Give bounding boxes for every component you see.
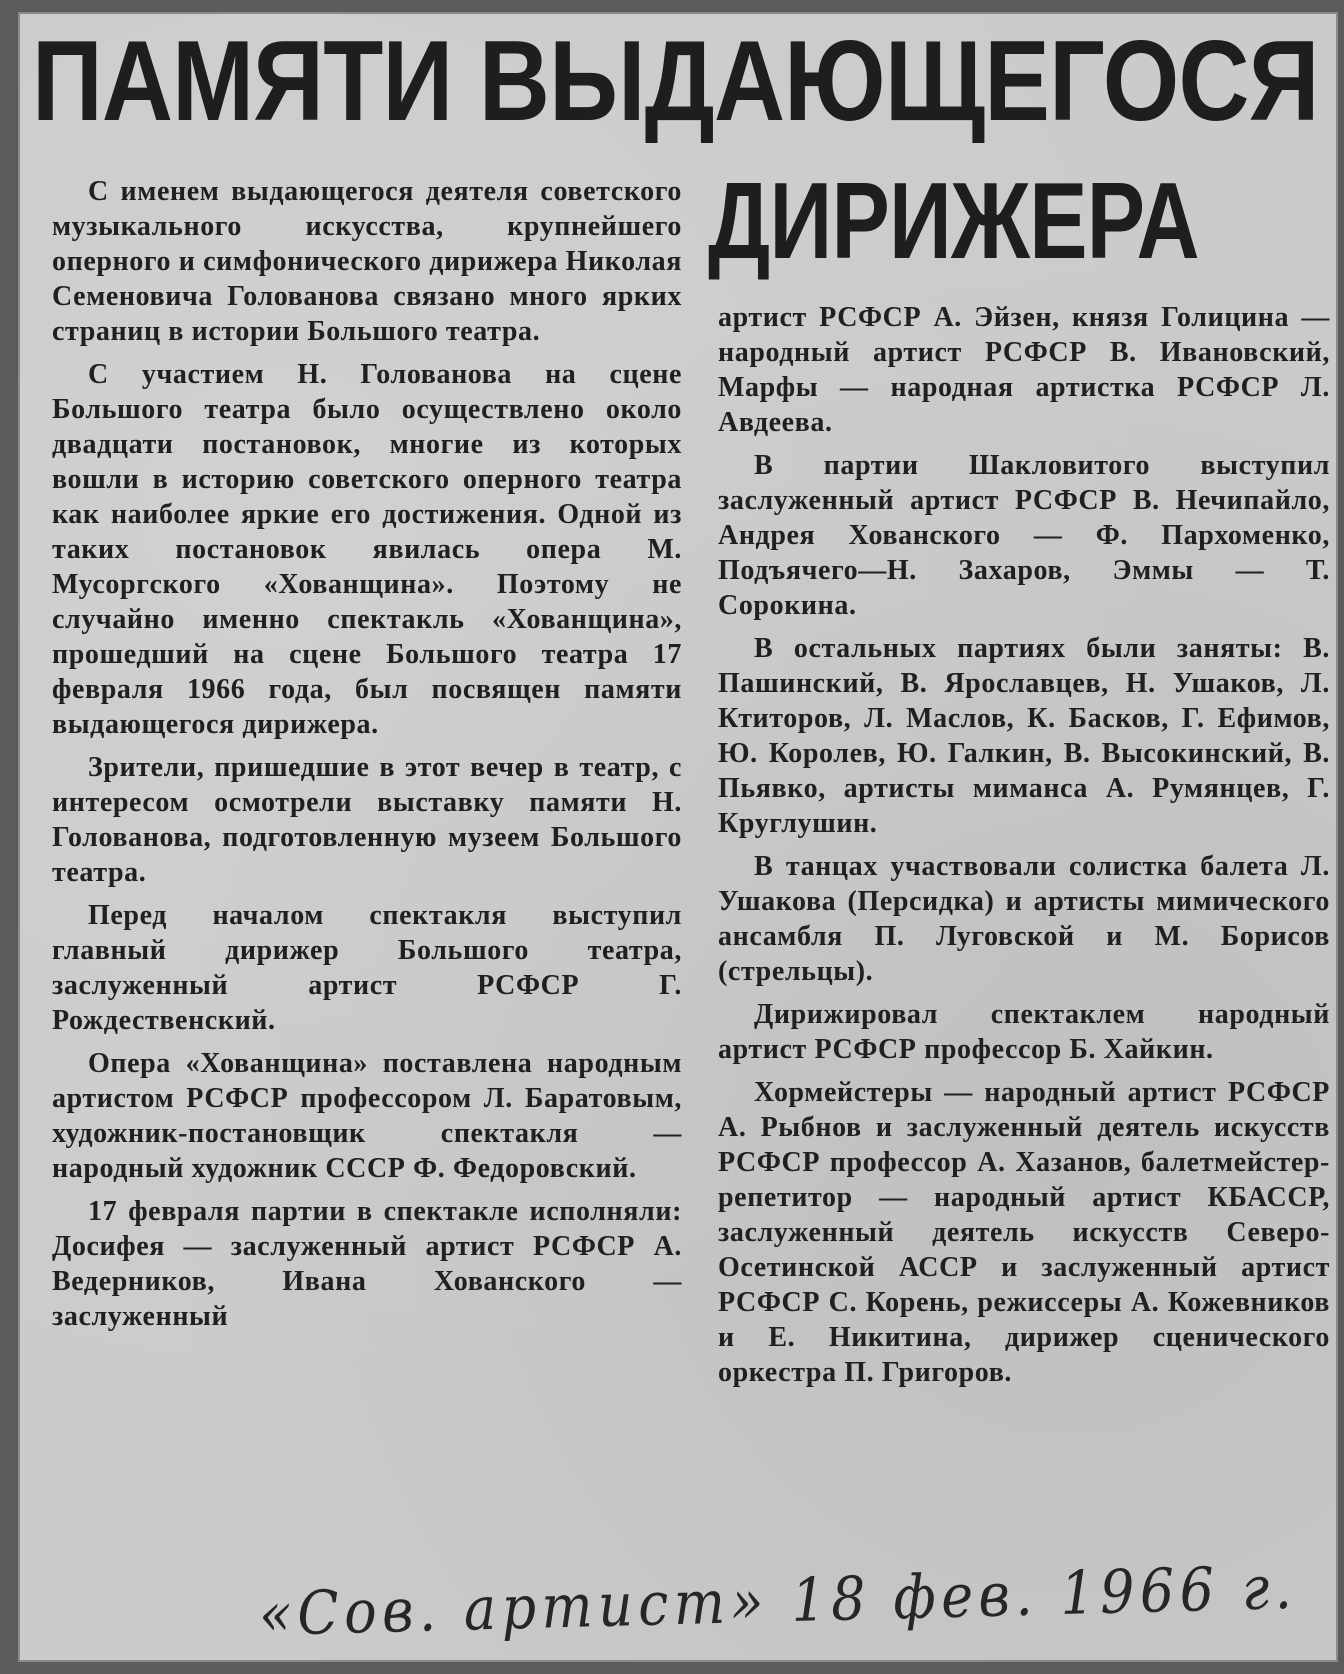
article-paragraph: Перед началом спектакля выступил главный дирижер Большого театра, заслуженный артист РСФСР Г. Рождественский.	[52, 900, 682, 1036]
handwritten-source-note: «Сов. артист» 18 фев. 1966 г.	[258, 1552, 1299, 1650]
article-paragraph: Дирижировал спектаклем народный артист РСФСР профессор Б. Хайкин.	[718, 999, 1330, 1065]
article-right-column	[718, 300, 1330, 1398]
article-left-column	[52, 174, 682, 1342]
article-paragraph: В танцах участвовали солистка балета Л. Ушакова (Персидка) и артисты мимического ансамбля П. Луговской и М. Борисов (стрельцы).	[718, 851, 1330, 987]
article-paragraph: Зрители, пришедшие в этот вечер в театр, с интересом осмотрели выставку памяти Н. Голованова, подготовленную музеем Большого театра.	[52, 752, 682, 888]
article-paragraph: С участием Н. Голованова на сцене Большого театра было осуществлено около двадцати постановок, многие из которых вошли в историю советского оперного театра как наиболее яркие его достижения. Одной из таких постановок явилась опера М. Мусоргского «Хованщина». Поэтому не случайно именно спектакль «Хованщина», прошедший на сцене Большого театра 17 февраля 1966 года, был посвящен памяти выдающегося дирижера.	[52, 359, 682, 740]
headline-line-2: ДИРИЖЕРА	[708, 160, 1199, 282]
article-paragraph: В остальных партиях были заняты: В. Пашинский, В. Ярославцев, Н. Ушаков, Л. Ктиторов, Л. Маслов, К. Басков, Г. Ефимов, Ю. Королев, Ю. Галкин, В. Высокинский, В. Пьявко, артисты миманса А. Румянцев, Г. Круглушин.	[718, 633, 1330, 839]
article-paragraph: Опера «Хованщина» поставлена народным артистом РСФСР профессором Л. Баратовым, художник-постановщик спектакля — народный художник СССР Ф. Федоровский.	[52, 1048, 682, 1184]
article-paragraph: артист РСФСР А. Эйзен, князя Голицина — народный артист РСФСР В. Ивановский, Марфы — народная артистка РСФСР Л. Авдеева.	[718, 302, 1330, 438]
headline-line-1: ПАМЯТИ ВЫДАЮЩЕГОСЯ	[32, 17, 1319, 145]
newspaper-clipping	[18, 12, 1338, 1662]
article-paragraph: В партии Шакловитого выступил заслуженный артист РСФСР В. Нечипайло, Андрея Хованского — Ф. Пархоменко, Подъячего—Н. Захаров, Эммы — Т. Сорокина.	[718, 450, 1330, 621]
article-paragraph: Хормейстеры — народный артист РСФСР А. Рыбнов и заслуженный деятель искусств РСФСР профессор А. Хазанов, балетмейстер-репетитор — народный артист КБАССР, заслуженный деятель искусств Северо-Осетинской АССР и заслуженный артист РСФСР С. Корень, режиссеры А. Кожевников и Е. Никитина, дирижер сценического оркестра П. Григоров.	[718, 1077, 1330, 1388]
article-paragraph: 17 февраля партии в спектакле исполняли: Досифея — заслуженный артист РСФСР А. Ведерников, Ивана Хованского — заслуженный	[52, 1196, 682, 1332]
article-paragraph: С именем выдающегося деятеля советского музыкального искусства, крупнейшего оперного и симфонического дирижера Николая Семеновича Голованова связано много ярких страниц в истории Большого театра.	[52, 176, 682, 347]
